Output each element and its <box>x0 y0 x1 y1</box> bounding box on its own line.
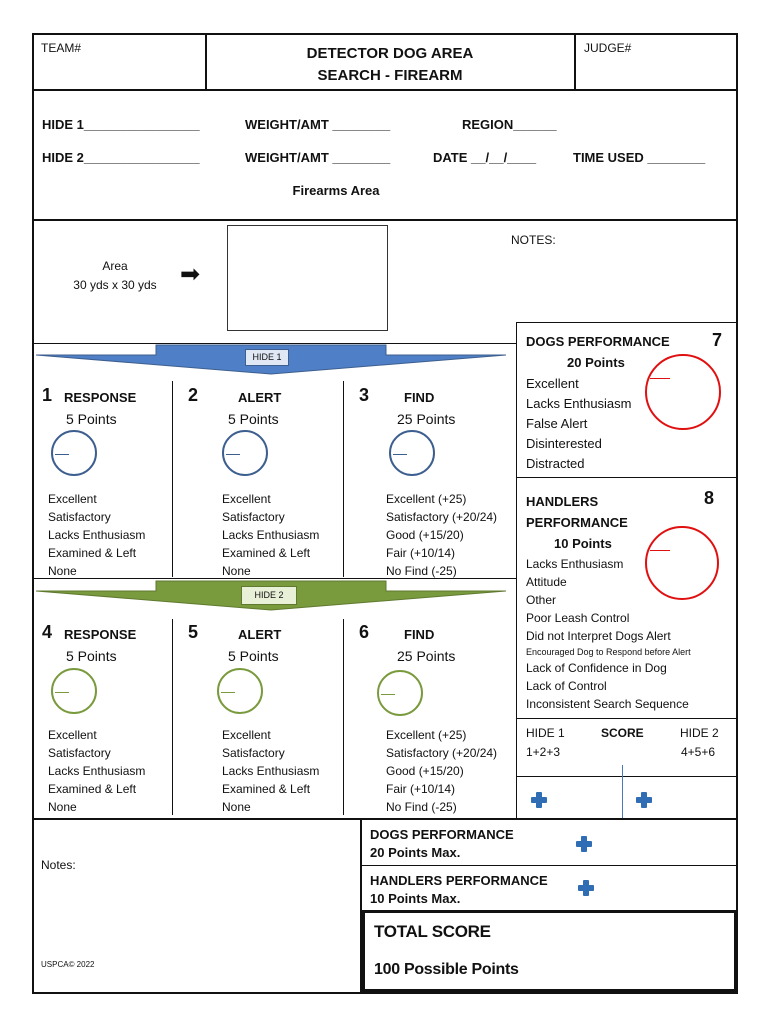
divider <box>172 619 173 815</box>
panel-title: HANDLERS <box>526 494 599 509</box>
option[interactable]: Lacks Enthusiasm <box>222 528 320 542</box>
date-field[interactable]: DATE __/__/____ <box>433 150 537 165</box>
weight2-field[interactable]: WEIGHT/AMT ________ <box>245 150 391 165</box>
option[interactable]: Excellent <box>48 728 97 742</box>
section-points: 25 Points <box>397 648 456 664</box>
options-list <box>48 490 145 580</box>
divider <box>360 865 737 866</box>
panel-number: 8 <box>704 488 715 508</box>
divider <box>33 219 737 221</box>
plus-icon <box>531 792 547 808</box>
score-hide1-label: HIDE 1 <box>526 726 565 740</box>
option[interactable]: Poor Leash Control <box>526 611 630 625</box>
divider <box>574 34 576 90</box>
handlers-max-line1: HANDLERS PERFORMANCE <box>370 873 548 888</box>
option[interactable]: Excellent (+25) <box>386 492 467 506</box>
divider <box>516 718 737 719</box>
title-line2: SEARCH - FIREARM <box>317 67 463 84</box>
arrow-right-icon: ➡ <box>180 261 201 288</box>
section-points: 25 Points <box>397 411 456 427</box>
right-column-divider <box>516 322 517 818</box>
section-title: ALERT <box>238 627 282 642</box>
option[interactable]: Inconsistent Search Sequence <box>526 697 689 711</box>
option[interactable]: Examined & Left <box>222 782 311 796</box>
total-score-label: TOTAL SCORE <box>374 922 491 941</box>
handlers-max-line2: 10 Points Max. <box>370 891 461 906</box>
option[interactable]: Satisfactory (+20/24) <box>386 746 498 760</box>
option[interactable]: Lacks Enthusiasm <box>526 557 624 571</box>
notes-label: NOTES: <box>511 233 556 247</box>
hide1-banner-label: HIDE 1 <box>245 349 289 366</box>
score-dial[interactable] <box>217 668 263 714</box>
dogs-max-box <box>370 826 514 862</box>
option[interactable]: Lack of Control <box>526 679 607 693</box>
section-points: 5 Points <box>66 648 117 664</box>
option[interactable]: Good (+15/20) <box>386 528 464 542</box>
section-number: 3 <box>359 385 370 405</box>
divider <box>343 619 344 815</box>
hide1-formula: 1+2+3 <box>526 745 561 759</box>
divider <box>343 381 344 577</box>
score-dial[interactable] <box>389 430 435 476</box>
score-dial[interactable] <box>377 670 423 716</box>
area-diagram-box[interactable] <box>227 225 388 331</box>
option[interactable]: Excellent <box>222 728 271 742</box>
panel-title: DOGS PERFORMANCE <box>526 334 670 349</box>
options-list <box>222 726 319 816</box>
option[interactable]: Satisfactory <box>222 510 285 524</box>
area-size: 30 yds x 30 yds <box>73 278 157 292</box>
option[interactable]: Examined & Left <box>48 546 137 560</box>
plus-icon <box>576 836 592 852</box>
handlers-max-box <box>370 872 548 908</box>
form-title <box>206 43 574 87</box>
score-label: SCORE <box>601 726 644 740</box>
title-line1: DETECTOR DOG AREA <box>306 45 474 62</box>
section-title: ALERT <box>238 390 282 405</box>
option[interactable]: Distracted <box>526 456 585 471</box>
notes-footer-label: Notes: <box>41 858 76 872</box>
divider <box>516 776 737 777</box>
option[interactable]: None <box>222 800 251 814</box>
option[interactable]: Examined & Left <box>222 546 311 560</box>
options-list <box>526 555 691 713</box>
option[interactable]: None <box>222 564 251 578</box>
option[interactable]: Lacks Enthusiasm <box>526 396 632 411</box>
score-dial[interactable] <box>222 430 268 476</box>
section-points: 5 Points <box>66 411 117 427</box>
hide2-field[interactable]: HIDE 2________________ <box>42 150 200 165</box>
panel-points: 10 Points <box>554 536 612 551</box>
hide2-banner-label: HIDE 2 <box>241 586 297 605</box>
dogs-max-line2: 20 Points Max. <box>370 845 461 860</box>
option[interactable]: Satisfactory (+20/24) <box>386 510 498 524</box>
region-field[interactable]: REGION______ <box>462 117 557 132</box>
option[interactable]: Satisfactory <box>48 746 111 760</box>
section-title: RESPONSE <box>64 627 137 642</box>
section-number: 4 <box>42 622 53 642</box>
option[interactable]: None <box>48 800 77 814</box>
section-points: 5 Points <box>228 648 279 664</box>
option[interactable]: Other <box>526 593 557 607</box>
section-points: 5 Points <box>228 411 279 427</box>
option[interactable]: None <box>48 564 77 578</box>
score-dial[interactable] <box>51 430 97 476</box>
judge-label: JUDGE# <box>584 41 632 55</box>
copyright: USPCA© 2022 <box>41 960 95 969</box>
option[interactable]: Satisfactory <box>222 746 285 760</box>
option[interactable]: Satisfactory <box>48 510 111 524</box>
option[interactable]: Lack of Confidence in Dog <box>526 661 667 675</box>
plus-icon <box>636 792 652 808</box>
hide2-formula: 4+5+6 <box>681 745 716 759</box>
option[interactable]: Fair (+10/14) <box>386 782 456 796</box>
options-list <box>526 374 632 474</box>
options-list <box>222 490 319 580</box>
option[interactable]: Did not Interpret Dogs Alert <box>526 629 671 643</box>
divider <box>33 818 737 820</box>
option[interactable]: Lacks Enthusiasm <box>222 764 320 778</box>
options-list <box>48 726 145 816</box>
panel-points: 20 Points <box>567 355 625 370</box>
section-number: 6 <box>359 622 370 642</box>
option[interactable]: Attitude <box>526 575 567 589</box>
option[interactable]: Lacks Enthusiasm <box>48 528 146 542</box>
divider <box>516 322 737 323</box>
score-hide2-label: HIDE 2 <box>680 726 719 740</box>
score-divider <box>622 765 623 818</box>
panel-title-line2: PERFORMANCE <box>526 515 628 530</box>
weight1-field[interactable]: WEIGHT/AMT ________ <box>245 117 391 132</box>
score-dial[interactable] <box>51 668 97 714</box>
option[interactable]: No Find (-25) <box>386 800 457 814</box>
option[interactable]: Encouraged Dog to Respond before Alert <box>526 647 691 657</box>
option[interactable]: Good (+15/20) <box>386 764 464 778</box>
option[interactable]: Examined & Left <box>48 782 137 796</box>
panel-number: 7 <box>712 330 723 350</box>
section-number: 2 <box>188 385 199 405</box>
section-number: 1 <box>42 385 53 405</box>
options-list <box>386 726 497 816</box>
divider <box>33 578 517 579</box>
time-used-field[interactable]: TIME USED ________ <box>573 150 706 165</box>
dogs-max-line1: DOGS PERFORMANCE <box>370 827 514 842</box>
option[interactable]: Fair (+10/14) <box>386 546 456 560</box>
option[interactable]: Disinterested <box>526 436 602 451</box>
section-title: RESPONSE <box>64 390 137 405</box>
option[interactable]: Lacks Enthusiasm <box>48 764 146 778</box>
section-number: 5 <box>188 622 199 642</box>
option[interactable]: False Alert <box>526 416 588 431</box>
divider <box>172 381 173 577</box>
plus-icon <box>578 880 594 896</box>
score-dial[interactable] <box>645 354 721 430</box>
section-title: FIND <box>404 390 435 405</box>
possible-points: 100 Possible Points <box>374 961 519 978</box>
option[interactable]: Excellent <box>526 376 579 391</box>
total-score-box[interactable] <box>362 910 737 992</box>
option[interactable]: Excellent (+25) <box>386 728 467 742</box>
options-list <box>386 490 497 580</box>
area-description <box>55 257 175 295</box>
option[interactable]: Excellent <box>48 492 97 506</box>
area-type: Firearms Area <box>292 183 380 198</box>
area-label: Area <box>102 259 128 273</box>
section-title: FIND <box>404 627 435 642</box>
hide1-field[interactable]: HIDE 1________________ <box>42 117 200 132</box>
option[interactable]: Excellent <box>222 492 271 506</box>
divider <box>33 89 737 91</box>
option[interactable]: No Find (-25) <box>386 564 457 578</box>
divider <box>516 477 737 478</box>
team-label: TEAM# <box>41 41 82 55</box>
